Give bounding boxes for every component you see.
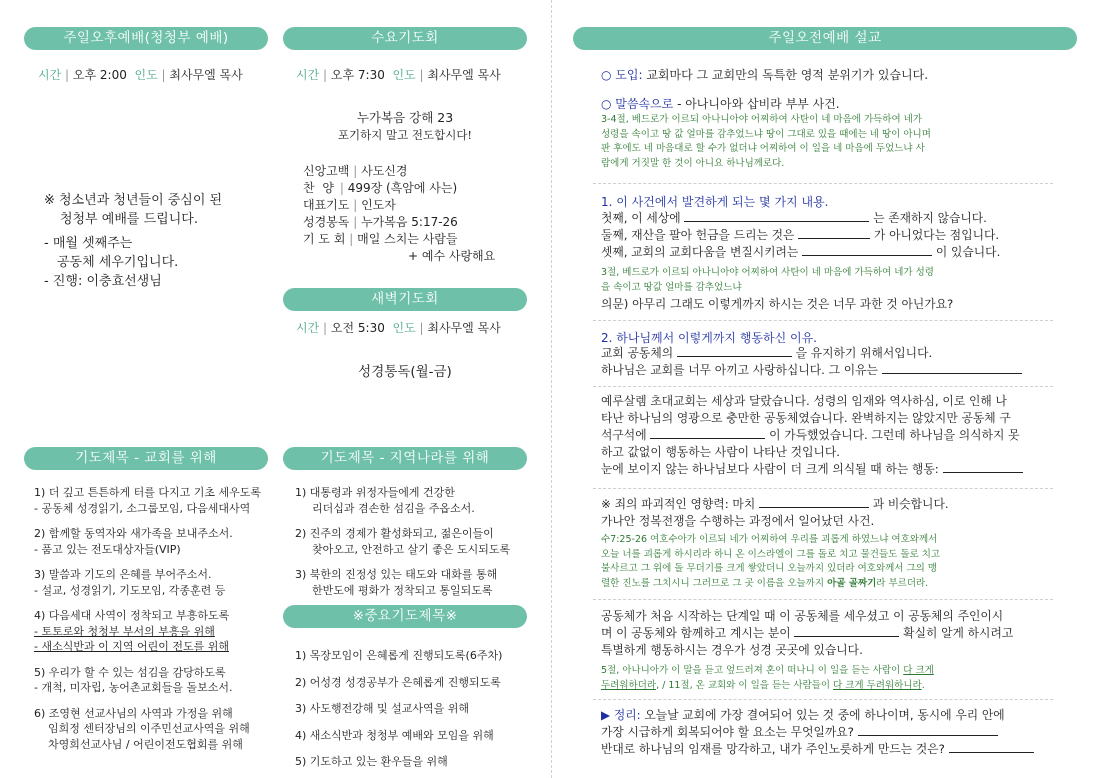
scripture-underline: 다 크게 두려워하니라 — [833, 679, 922, 691]
item-line: - 설교, 성경읽기, 기도모임, 각종훈련 등 — [34, 583, 226, 597]
scripture-line: 수7:25-26 여호수아가 이르되 네가 어찌하여 우리를 괴롭게 하였느냐 여호와께서 — [601, 534, 938, 545]
prayer-nation-list — [295, 485, 535, 598]
list-item: 3) 사도행전강해 및 설교사역을 위해 — [295, 702, 470, 715]
item-line: 3) 북한의 진정성 있는 태도와 대화를 통해 — [295, 568, 498, 581]
order-value: 매일 스치는 사람들 — [357, 232, 458, 246]
list-item: 2) 어성경 성경공부가 은혜롭게 진행되도록 — [295, 675, 501, 689]
paragraph-2 — [601, 496, 1061, 530]
lead-value: 최사무엘 목사 — [427, 68, 501, 82]
afternoon-notes — [44, 191, 222, 291]
fill-in-blank — [858, 724, 998, 736]
sermon-header: 주일오전예배 설교 — [573, 27, 1077, 50]
conclusion-label: ▶ 정리: — [601, 708, 641, 722]
body-line: 석구석에 이 가득했었습니다. 그런데 하나님을 의식하지 못 — [601, 428, 1020, 442]
sermon-word-heading — [601, 95, 840, 112]
section-divider — [593, 183, 1053, 184]
fill-in-blank — [949, 741, 1034, 753]
list-item — [34, 608, 274, 655]
scripture-line: 을 속이고 땅값 얼마를 감추었느냐 — [601, 281, 742, 293]
item-line: - 새소식반과 이 지역 어린이 전도를 위해 — [34, 640, 229, 653]
time-value: 오전 5:30 — [330, 321, 385, 335]
body-line: 특별하게 행동하시는 경우가 성경 곳곳에 있습니다. — [601, 643, 863, 657]
order-value: 499장 (흑암에 사는) — [347, 181, 458, 195]
word-text: - 아나니아와 삽비라 부부 사건. — [673, 97, 840, 111]
list-item — [34, 485, 274, 516]
order-row: 신앙고백 | 사도신경 — [303, 164, 408, 178]
lead-value: 최사무엘 목사 — [427, 321, 501, 335]
scripture-line: 람에게 거짓말 한 것이 아니요 하나님께로다. — [601, 157, 785, 169]
word-label: ○ 말씀속으로 — [601, 97, 674, 111]
dawn-content: 성경통독(월-금) — [358, 364, 452, 380]
sermon-subtitle: 포기하지 말고 전도합시다! — [337, 128, 473, 142]
body-line: 하나님은 교회를 너무 아끼고 사랑하십니다. 그 이유는 — [601, 362, 1061, 379]
note-line: ※ 청소년과 청년들이 중심이 된 — [44, 193, 223, 208]
list-item: 5) 기도하고 있는 환우들을 위해 — [295, 755, 448, 768]
lead-label: 인도 — [392, 321, 416, 335]
item-line: 5) 우리가 할 수 있는 섬김을 감당하도록 — [34, 665, 226, 679]
body-line: 반대로 하나님의 임재를 망각하고, 내가 주인노릇하게 만드는 것은? — [601, 741, 1061, 758]
section-1-question: 의문) 아무리 그래도 이렇게까지 하시는 것은 너무 과한 것 아닌가요? — [601, 297, 954, 311]
body-line: 공동체가 처음 시작하는 단계일 때 이 공동체를 세우셨고 이 공동체의 주인이시 — [601, 609, 1004, 623]
section-1-title: 1. 이 사건에서 발견하게 되는 몇 가지 내용. — [601, 195, 829, 209]
body-line: 며 이 공동체와 함께하고 계시는 분이 확실히 알게 하시려고 — [601, 626, 1014, 640]
scripture-underline: 다 크게 — [903, 665, 934, 676]
body-line: 하고 값없이 행동하는 사람이 나타난 것입니다. — [601, 445, 841, 459]
order-key: 대표기도 — [303, 198, 350, 212]
fill-in-blank — [802, 244, 932, 256]
item-line: - 개척, 미자립, 농어촌교회들을 돌보소서. — [34, 681, 233, 694]
scripture-block-3 — [601, 533, 1061, 591]
fill-in-blank — [650, 427, 765, 439]
list-item — [34, 665, 274, 696]
item-line: 한반도에 평화가 정착되고 통일되도록 — [312, 583, 493, 597]
note-line: 청청부 예배를 드립니다. — [60, 212, 198, 227]
afternoon-worship-header: 주일오후예배(청청부 예배) — [24, 27, 268, 50]
time-label: 시간 — [38, 68, 62, 82]
time-value: 오후 2:00 — [72, 68, 127, 82]
item-line: - 공동체 성경읽기, 소그룹모임, 다음세대사역 — [34, 501, 251, 515]
body-line: 타난 하나님의 영광으로 충만한 공동체였습니다. 완벽하지는 않았지만 공동체 구 — [601, 411, 1011, 425]
scripture-block-4: 5절, 아나니아가 이 말을 듣고 엎드러져 혼이 떠나니 이 일을 듣는 사람이 다 크게 두려워하더라, / 11절, 온 교회와 이 일을 듣는 사람들이 다 크게 두려워하니라. — [601, 665, 934, 691]
order-value: 누가복음 5:17-26 — [361, 215, 458, 229]
scripture-line: 3절, 베드로가 이르되 아나니아야 어찌하여 사탄이 네 마음에 가득하여 네가 성령 — [601, 267, 934, 278]
prayer-nation-header: 기도제목 - 지역나라를 위해 — [283, 447, 527, 470]
body-line: ▶ 정리: 오늘날 교회에 가장 결여되어 있는 것 중에 하나이며, 동시에 우리 안에 — [601, 708, 1005, 722]
list-item — [295, 567, 535, 598]
page-fold-divider — [551, 0, 553, 778]
section-2-title: 2. 하나님께서 이렇게까지 행동하신 이유. — [601, 331, 817, 345]
fill-in-blank — [882, 362, 1022, 374]
dawn-time-line — [296, 319, 501, 336]
separator: | — [419, 68, 424, 82]
item-line: 1) 대통령과 위정자들에게 건강한 — [295, 486, 455, 499]
item-line: 4) 다음세대 사역이 정착되고 부흥하도록 — [34, 609, 230, 622]
list-item — [34, 526, 274, 557]
list-item: 1) 목장모임이 은혜롭게 진행되도록(6주차) — [295, 649, 503, 662]
separator: | — [65, 68, 70, 82]
lead-label: 인도 — [134, 68, 158, 82]
order-key: 찬 양 — [303, 181, 336, 195]
scripture-block-2 — [601, 266, 1061, 295]
item-line: 임희정 센터장님의 이주민선교사역을 위해 — [48, 722, 250, 735]
item-line: 3) 말씀과 기도의 은혜를 부어주소서. — [34, 568, 212, 581]
body-line: ※ 죄의 파괴적인 영향력: 마치 과 비슷합니다. — [601, 497, 949, 511]
afternoon-time-line — [38, 66, 243, 83]
scripture-line: 불사르고 그 위에 돌 무더기를 크게 쌓았더니 오늘까지 있더라 여호와께서 그의 맹 — [601, 563, 938, 574]
order-value: 사도신경 — [361, 164, 408, 178]
important-prayer-header: ※중요기도제목※ — [283, 605, 527, 628]
wednesday-time-line — [296, 66, 501, 83]
scripture-line: 판 후에도 네 마음대로 할 수가 없더냐 어찌하여 이 일을 네 마음에 두었느냐 사 — [601, 143, 925, 154]
list-item — [34, 706, 274, 753]
item-line: 2) 진주의 경제가 활성화되고, 젊은이들이 — [295, 527, 494, 540]
item-line: - 토토로와 청청부 부서의 부흥을 위해 — [34, 624, 215, 638]
order-row: + 예수 사랑해요 — [408, 249, 496, 263]
item-line: 찾아오고, 안전하고 살기 좋은 도시되도록 — [312, 542, 511, 556]
time-label: 시간 — [296, 321, 320, 335]
body-line: 둘째, 재산을 팔아 헌금을 드리는 것은 가 아니었다는 점입니다. — [601, 228, 1000, 242]
section-1-body — [601, 210, 1061, 261]
sermon-intro — [601, 66, 928, 83]
lead-label: 인도 — [392, 68, 416, 82]
separator: | — [161, 68, 166, 82]
conclusion — [601, 707, 1061, 758]
item-line: 차영희선교사님 / 어린이전도협회를 위해 — [48, 737, 243, 751]
scripture-line: 3-4절, 베드로가 이르되 아나니아야 어찌하여 사탄이 네 마음에 가득하여 네가 — [601, 114, 923, 125]
fill-in-blank — [759, 496, 869, 508]
worship-order — [303, 163, 495, 265]
important-prayer-list — [295, 643, 502, 776]
order-row: 기 도 회 | 매일 스치는 사람들 — [303, 232, 458, 246]
time-value: 오후 7:30 — [330, 68, 385, 82]
order-key: 성경봉독 — [303, 215, 350, 229]
order-value: 인도자 — [361, 198, 396, 212]
separator: | — [323, 68, 328, 82]
intro-text: 교회마다 그 교회만의 독특한 영적 분위기가 있습니다. — [642, 68, 929, 82]
body-line: 예루살렘 초대교회는 세상과 달랐습니다. 성령의 임재와 역사하심, 이로 인해 나 — [601, 394, 1007, 408]
fill-in-blank — [794, 625, 899, 637]
body-line: 셋째, 교회의 교회다움을 변질시키려는 이 있습니다. — [601, 245, 1001, 259]
body-line: 첫째, 이 세상에 는 존재하지 않습니다. — [601, 211, 987, 225]
order-key: 신앙고백 — [303, 164, 350, 178]
wednesday-prayer-header: 수요기도회 — [283, 27, 527, 50]
lead-value: 최사무엘 목사 — [169, 68, 243, 82]
item-line: - 품고 있는 전도대상자들(VIP) — [34, 542, 181, 556]
item-line: 2) 함께할 동역자와 새가족을 보내주소서. — [34, 527, 233, 540]
item-line: 6) 조영현 선교사님의 사역과 가정을 위해 — [34, 706, 233, 720]
note-line: - 매월 셋째주는 — [44, 236, 133, 251]
paragraph-3 — [601, 608, 1061, 659]
scripture-line: 성령을 속이고 땅 값 얼마를 감추었느냐 땅이 그대로 있을 때에는 네 땅이 아니며 — [601, 128, 931, 140]
scripture-block-1 — [601, 113, 1061, 171]
order-key: 기 도 회 — [303, 232, 346, 246]
scripture-underline: 두려워하더라 — [601, 679, 657, 691]
prayer-church-list — [34, 485, 274, 752]
order-row: 대표기도 | 인도자 — [303, 198, 396, 212]
item-line: 1) 더 깊고 튼튼하게 터를 다지고 기초 세우도록 — [34, 486, 262, 499]
section-divider — [593, 386, 1053, 387]
list-item: 4) 새소식반과 청청부 예배와 모임을 위해 — [295, 728, 494, 742]
body-line: 눈에 보이지 않는 하나님보다 사람이 더 크게 의식될 때 하는 행동: — [601, 461, 1061, 478]
body-line: 교회 공동체의 을 유지하기 위해서입니다. — [601, 346, 933, 360]
item-line: 리더십과 겸손한 섬김을 주옵소서. — [312, 501, 475, 515]
note-line: 공동체 세우기입니다. — [57, 255, 179, 270]
fill-in-blank — [798, 227, 870, 239]
intro-label: ○ 도입: — [601, 68, 643, 82]
section-divider — [593, 699, 1053, 700]
order-row: 찬 양 | 499장 (흑암에 사는) — [303, 181, 458, 195]
order-row: 성경봉독 | 누가복음 5:17-26 — [303, 215, 458, 229]
prayer-church-header: 기도제목 - 교회를 위해 — [24, 447, 268, 470]
list-item — [295, 485, 535, 516]
scripture-emphasis: 아골 골짜기 — [827, 577, 877, 589]
paragraph-1 — [601, 393, 1061, 478]
fill-in-blank — [943, 461, 1023, 473]
scripture-line: 렬한 진노를 그치시니 그러므로 그 곳 이름을 오늘까지 아골 골짜기라 부르더라. — [601, 577, 929, 589]
dawn-prayer-header: 새벽기도회 — [283, 288, 527, 311]
fill-in-blank — [677, 345, 792, 357]
separator: | — [419, 321, 424, 335]
separator: | — [323, 321, 328, 335]
section-divider — [593, 320, 1053, 321]
list-item — [295, 526, 535, 557]
section-divider — [593, 488, 1053, 489]
time-label: 시간 — [296, 68, 320, 82]
sermon-title: 누가복음 강해 23 — [356, 110, 454, 125]
body-line: 가나안 정복전쟁을 수행하는 과정에서 일어났던 사건. — [601, 514, 875, 528]
list-item — [34, 567, 274, 598]
section-divider — [593, 599, 1053, 600]
note-line: - 진행: 이충효선생님 — [44, 274, 162, 289]
fill-in-blank — [684, 210, 869, 222]
section-2-body — [601, 345, 1061, 379]
scripture-line: 오늘 너를 괴롭게 하시리라 하니 온 이스라엘이 그를 돌로 치고 물건들도 돌로 치고 — [601, 548, 941, 560]
body-line: 가장 시급하게 회복되어야 할 요소는 무엇일까요? — [601, 724, 1061, 741]
